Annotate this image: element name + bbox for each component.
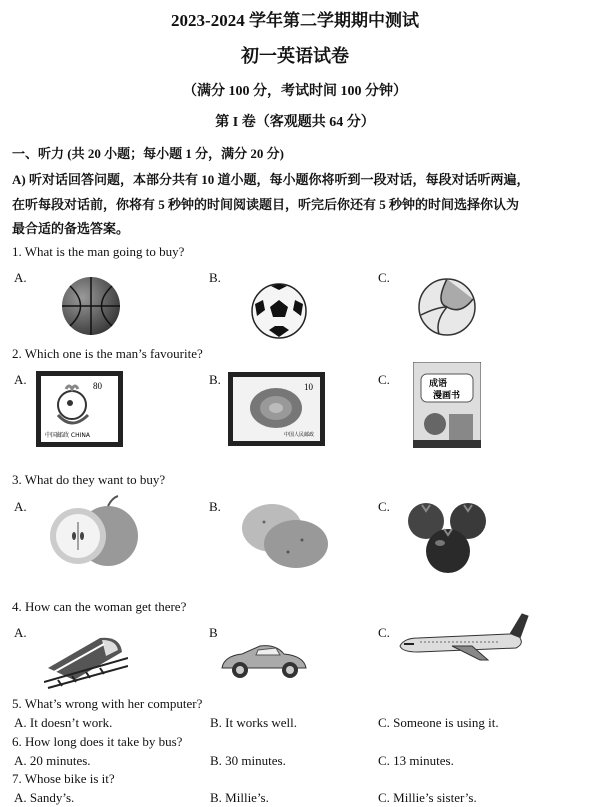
train-image	[44, 628, 128, 690]
football-image	[249, 282, 309, 340]
q2-option-a[interactable]: A.	[14, 372, 27, 387]
q2-option-b[interactable]: B.	[209, 372, 221, 387]
stamp-value: 80	[93, 381, 102, 391]
instruction-line-1: A) 听对话回答问题，本部分共有 10 道小题，每小题你将听到一段对话，每段对话听两遍，	[12, 172, 530, 187]
stamp-caption: 中国邮政 CHINA	[45, 432, 90, 439]
q7-option-b[interactable]: B. Millie’s.	[210, 790, 269, 805]
q3-option-a[interactable]: A.	[14, 499, 27, 514]
question-3: 3. What do they want to buy?	[12, 472, 166, 487]
part-title: 第 I 卷（客观题共 64 分）	[215, 115, 375, 130]
q4-option-b[interactable]: B	[209, 625, 218, 640]
q3-option-c[interactable]: C.	[378, 499, 390, 514]
q6-option-a[interactable]: A. 20 minutes.	[14, 753, 91, 768]
q4-option-c[interactable]: C.	[378, 625, 390, 640]
instruction-line-2: 在听每段对话前，你将有 5 秒钟的时间阅读题目，听完后你还有 5 秒钟的时间选择你认为	[12, 197, 520, 212]
q2-option-c[interactable]: C.	[378, 372, 390, 387]
plane-image	[398, 612, 530, 664]
flower-stamp-image	[228, 372, 325, 446]
exam-meta: （满分 100 分，考试时间 100 分钟）	[183, 84, 407, 99]
exam-title: 2023-2024 学年第二学期期中测试	[171, 11, 419, 30]
q1-option-c[interactable]: C.	[378, 270, 390, 285]
question-4: 4. How can the woman get there?	[12, 599, 187, 614]
rooster-stamp-image	[36, 371, 123, 447]
q6-option-b[interactable]: B. 30 minutes.	[210, 753, 286, 768]
potatoes-image	[234, 492, 332, 572]
stamp-caption: 中国人民邮政	[284, 432, 315, 438]
q5-option-b[interactable]: B. It works well.	[210, 715, 298, 730]
question-7: 7. Whose bike is it?	[12, 771, 115, 786]
instruction-line-3: 最合适的备选答案。	[12, 221, 130, 236]
q5-option-c[interactable]: C. Someone is using it.	[378, 715, 499, 730]
q3-option-b[interactable]: B.	[209, 499, 221, 514]
q1-option-a[interactable]: A.	[14, 270, 27, 285]
comic-book-image	[413, 362, 481, 448]
q7-option-a[interactable]: A. Sandy’s.	[14, 790, 75, 805]
question-1: 1. What is the man going to buy?	[12, 244, 185, 259]
question-6: 6. How long does it take by bus?	[12, 734, 183, 749]
q4-option-a[interactable]: A.	[14, 625, 27, 640]
book-title-1: 成语	[429, 379, 448, 389]
question-5: 5. What’s wrong with her computer?	[12, 696, 203, 711]
volleyball-image	[417, 277, 477, 337]
book-title-2: 漫画书	[433, 391, 461, 401]
apples-image	[46, 492, 142, 572]
tomatoes-image	[396, 497, 494, 577]
q1-option-b[interactable]: B.	[209, 270, 221, 285]
q6-option-c[interactable]: C. 13 minutes.	[378, 753, 454, 768]
section-heading: 一、听力 (共 20 小题；每小题 1 分，满分 20 分)	[12, 146, 284, 161]
car-image	[218, 638, 310, 682]
question-2: 2. Which one is the man’s favourite?	[12, 346, 203, 361]
stamp-value: 10	[304, 382, 313, 392]
basketball-image	[60, 274, 122, 338]
exam-subtitle: 初一英语试卷	[241, 46, 349, 67]
q7-option-c[interactable]: C. Millie’s sister’s.	[378, 790, 477, 805]
q5-option-a[interactable]: A. It doesn’t work.	[14, 715, 113, 730]
